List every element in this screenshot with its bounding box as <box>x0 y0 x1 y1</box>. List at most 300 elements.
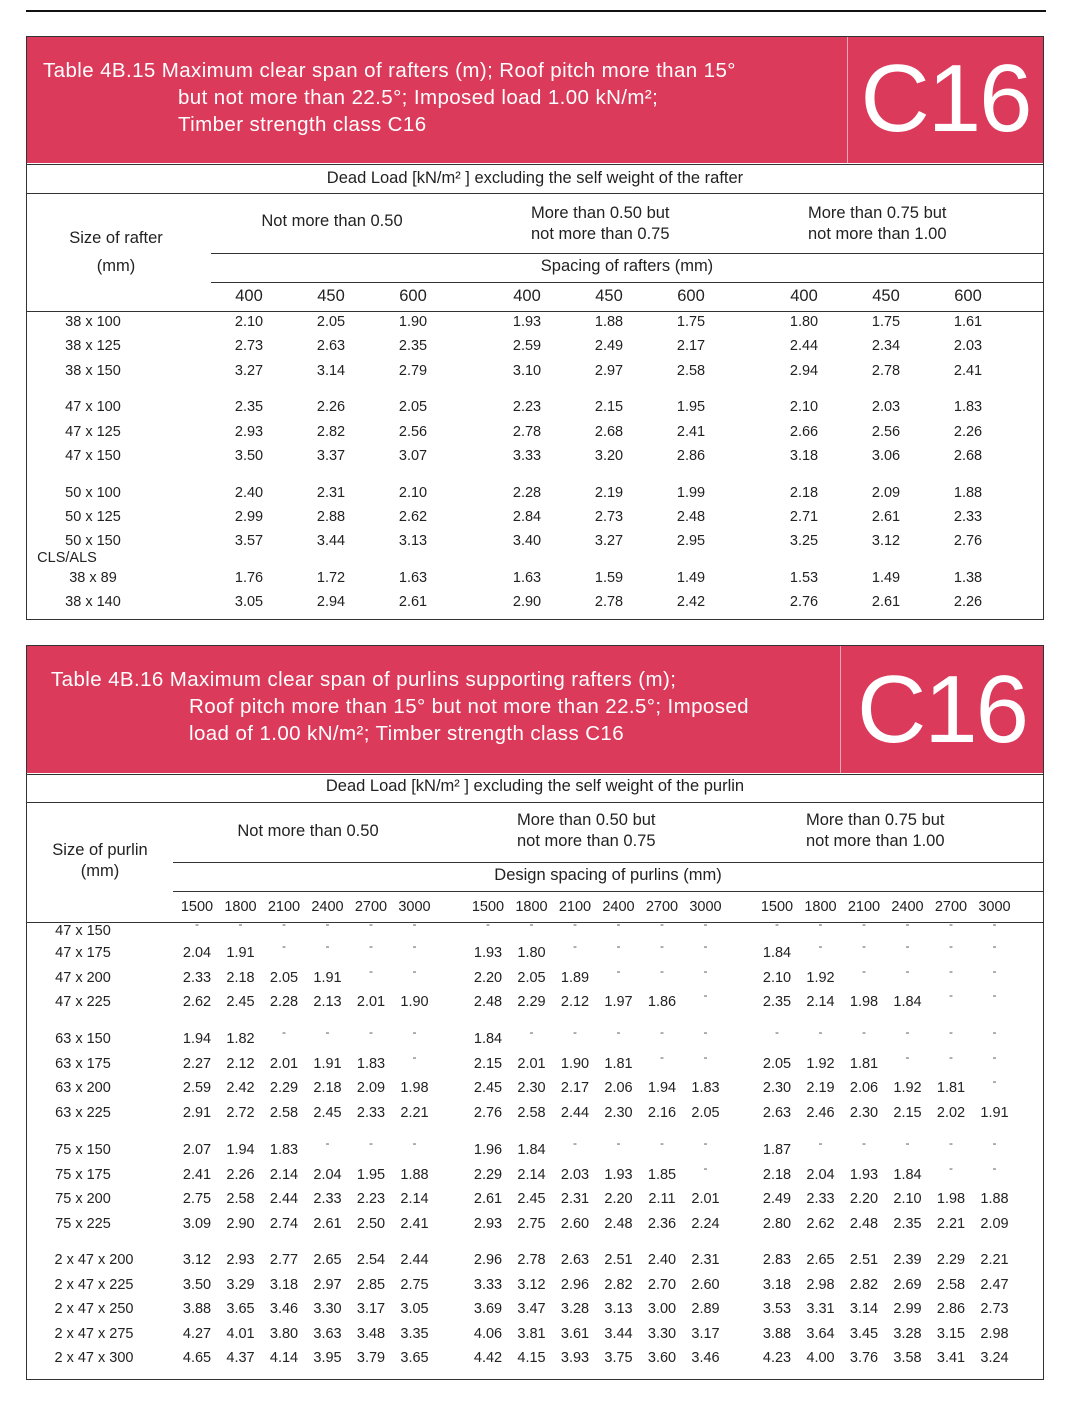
span-value-cell: 2.36 <box>647 1216 677 1232</box>
span-value-cell: 2.78 <box>512 424 542 440</box>
span-value-cell: 1.95 <box>356 1167 386 1183</box>
span-value-cell: - <box>703 964 708 978</box>
span-value-cell: - <box>775 917 779 931</box>
span-value-cell: 2.78 <box>517 1252 546 1268</box>
row-size-label: 38 x 100 <box>65 314 121 330</box>
span-value-cell: 2.61 <box>398 594 428 610</box>
span-value-cell: 1.92 <box>806 970 835 986</box>
span-value-cell: 1.98 <box>849 994 879 1010</box>
span-value-cell: 3.37 <box>316 448 346 464</box>
span-value-cell: 2.20 <box>473 970 503 986</box>
spacing-column-header: 2100 <box>267 899 301 915</box>
span-value-cell: 3.07 <box>398 448 428 464</box>
span-value-cell: 2.68 <box>953 448 983 464</box>
span-value-cell: 3.14 <box>849 1301 879 1317</box>
group-heading-3 <box>806 810 945 852</box>
span-value-cell: - <box>703 988 708 1002</box>
span-value-cell: 4.06 <box>473 1326 503 1342</box>
span-value-cell: 2.01 <box>517 1056 546 1072</box>
span-value-cell: 2.15 <box>893 1105 922 1121</box>
span-value-cell: 2.17 <box>560 1080 590 1096</box>
span-value-cell: 2.33 <box>356 1105 386 1121</box>
span-value-cell: 2.34 <box>871 338 901 354</box>
span-value-cell: 2.05 <box>269 970 299 986</box>
span-value-cell: - <box>992 988 997 1002</box>
spacing-column-header: 1800 <box>224 899 257 915</box>
span-value-cell: 2.58 <box>269 1105 299 1121</box>
span-value-cell: 3.05 <box>400 1301 429 1317</box>
span-value-cell: 2.31 <box>316 485 346 501</box>
span-value-cell: - <box>412 1025 417 1039</box>
span-value-cell: 2.14 <box>400 1191 429 1207</box>
span-value-cell: - <box>325 939 330 953</box>
spacing-column-header: 3000 <box>978 899 1011 915</box>
spacing-column-header: 2700 <box>934 899 968 915</box>
divider <box>27 774 1043 775</box>
span-value-cell: 1.53 <box>789 570 819 586</box>
span-value-cell: 2.10 <box>398 485 428 501</box>
span-value-cell: - <box>369 1136 373 1150</box>
span-value-cell: 2.73 <box>980 1301 1009 1317</box>
span-value-cell: 2.58 <box>676 363 706 379</box>
span-value-cell: - <box>949 1161 953 1175</box>
span-value-cell: 2.58 <box>226 1191 255 1207</box>
span-value-cell: 2.98 <box>980 1326 1009 1342</box>
span-value-cell: - <box>573 939 577 953</box>
span-value-cell: - <box>282 917 286 931</box>
span-value-cell: - <box>862 964 866 978</box>
group-heading-line: not more than 0.75 <box>517 832 656 850</box>
span-value-cell: 2.61 <box>871 594 901 610</box>
span-value-cell: 3.06 <box>871 448 901 464</box>
span-value-cell: 3.24 <box>980 1350 1009 1366</box>
span-value-cell: 2.09 <box>871 485 901 501</box>
span-value-cell: 2.68 <box>594 424 624 440</box>
span-value-cell: 2.15 <box>473 1056 503 1072</box>
row-size-label: 2 x 47 x 225 <box>54 1277 134 1293</box>
span-value-cell: 2.90 <box>226 1216 255 1232</box>
span-value-cell: - <box>573 1136 577 1150</box>
span-value-cell: 2.01 <box>356 994 386 1010</box>
span-value-cell: 3.64 <box>806 1326 835 1342</box>
span-value-cell: 4.00 <box>806 1350 835 1366</box>
row-size-label: 75 x 200 <box>55 1191 111 1207</box>
spacing-column-header: 400 <box>513 287 541 305</box>
group-heading-2 <box>531 203 670 245</box>
span-value-cell: 1.93 <box>849 1167 879 1183</box>
span-value-cell: 3.28 <box>893 1326 922 1342</box>
span-value-cell: 1.94 <box>226 1142 255 1158</box>
span-value-cell: - <box>992 964 997 978</box>
span-value-cell: 3.95 <box>313 1350 342 1366</box>
span-value-cell: 3.88 <box>762 1326 792 1342</box>
span-value-cell: 1.49 <box>871 570 901 586</box>
span-value-cell: 2.41 <box>400 1216 429 1232</box>
row-size-label: 47 x 225 <box>55 994 111 1010</box>
table-rafters <box>26 36 1044 620</box>
row-size-label: 2 x 47 x 300 <box>54 1350 134 1366</box>
span-value-cell: - <box>949 1025 953 1039</box>
span-value-cell: - <box>412 917 417 931</box>
span-value-cell: 2.48 <box>676 509 706 525</box>
span-value-cell: 3.44 <box>316 533 346 549</box>
group-heading-1: Not more than 0.50 <box>237 822 379 840</box>
span-value-cell: 1.91 <box>980 1105 1009 1121</box>
span-value-cell: 1.80 <box>517 945 546 961</box>
span-value-cell: 2.28 <box>269 994 299 1010</box>
span-value-cell: 2.44 <box>789 338 819 354</box>
span-value-cell: 3.50 <box>182 1277 212 1293</box>
span-value-cell: 1.96 <box>473 1142 503 1158</box>
spacing-column-header: 3000 <box>689 899 722 915</box>
span-value-cell: 2.12 <box>560 994 590 1010</box>
span-value-cell: 2.07 <box>182 1142 212 1158</box>
row-size-label: 50 x 150 <box>65 533 121 549</box>
spacing-column-header: 600 <box>954 287 982 305</box>
span-value-cell: 2.60 <box>691 1277 720 1293</box>
span-value-cell: 2.41 <box>182 1167 212 1183</box>
span-value-cell: 1.84 <box>893 1167 922 1183</box>
spacing-column-header: 1800 <box>515 899 548 915</box>
span-value-cell: 3.33 <box>512 448 542 464</box>
span-value-cell: 2.49 <box>762 1191 792 1207</box>
span-value-cell: 2.44 <box>400 1252 429 1268</box>
span-value-cell: - <box>992 1050 997 1064</box>
span-value-cell: 2.42 <box>676 594 706 610</box>
span-value-cell: 2.12 <box>226 1056 255 1072</box>
span-value-cell: 2.45 <box>226 994 255 1010</box>
span-value-cell: 2.59 <box>182 1080 212 1096</box>
span-value-cell: 2.49 <box>594 338 624 354</box>
divider <box>27 922 1043 923</box>
span-value-cell: 2.96 <box>473 1252 503 1268</box>
group-heading-line: not more than 1.00 <box>808 225 947 243</box>
span-value-cell: - <box>905 939 910 953</box>
span-value-cell: - <box>862 939 866 953</box>
caption-line: Table 4B.15 Maximum clear span of rafters (m); Roof pitch more than 15° <box>43 59 736 82</box>
span-value-cell: 2.18 <box>789 485 819 501</box>
spacing-column-header: 2100 <box>558 899 592 915</box>
span-value-cell: 2.97 <box>594 363 624 379</box>
span-value-cell: 2.94 <box>316 594 346 610</box>
span-value-cell: 1.85 <box>647 1167 677 1183</box>
span-value-cell: 2.20 <box>849 1191 879 1207</box>
spacing-column-header: 1800 <box>804 899 837 915</box>
span-value-cell: 2.82 <box>604 1277 633 1293</box>
span-value-cell: 1.87 <box>762 1142 792 1158</box>
span-value-cell: - <box>905 964 910 978</box>
spacing-column-header: 2400 <box>602 899 635 915</box>
caption-line: Roof pitch more than 15° but not more than 22.5°; Imposed <box>189 695 749 718</box>
span-value-cell: - <box>992 1074 997 1088</box>
group-heading-2 <box>517 810 656 852</box>
span-value-cell: 3.17 <box>356 1301 386 1317</box>
table-header-banner <box>27 646 1043 773</box>
span-value-cell: 2.94 <box>789 363 819 379</box>
span-value-cell: - <box>325 1025 330 1039</box>
span-value-cell: 2.35 <box>234 399 264 415</box>
span-value-cell: 2.70 <box>647 1277 677 1293</box>
span-value-cell: 3.80 <box>269 1326 299 1342</box>
span-value-cell: 1.90 <box>400 994 429 1010</box>
span-value-cell: 2.65 <box>313 1252 342 1268</box>
span-value-cell: 2.17 <box>676 338 706 354</box>
span-value-cell: 2.60 <box>560 1216 590 1232</box>
span-value-cell: 2.30 <box>762 1080 792 1096</box>
divider <box>211 253 1043 254</box>
divider <box>27 802 1043 803</box>
span-value-cell: - <box>195 917 199 931</box>
span-value-cell: 1.63 <box>398 570 428 586</box>
span-value-cell: 2.93 <box>226 1252 255 1268</box>
caption-line: Table 4B.16 Maximum clear span of purlins supporting rafters (m); <box>51 668 677 691</box>
span-value-cell: 2.78 <box>594 594 624 610</box>
divider <box>173 891 1043 892</box>
span-value-cell: 3.18 <box>762 1277 792 1293</box>
span-value-cell: 3.12 <box>517 1277 546 1293</box>
span-value-cell: 3.65 <box>400 1350 429 1366</box>
span-value-cell: 2.10 <box>789 399 819 415</box>
row-size-label: 38 x 140 <box>65 594 121 610</box>
span-value-cell: 3.30 <box>647 1326 677 1342</box>
strength-class-badge: C16 <box>860 45 1031 152</box>
span-value-cell: - <box>818 917 823 931</box>
span-value-cell: 2.62 <box>806 1216 835 1232</box>
caption-line: Timber strength class C16 <box>178 113 427 136</box>
span-value-cell: 2.56 <box>871 424 901 440</box>
span-value-cell: 1.72 <box>316 570 346 586</box>
span-value-cell: 3.30 <box>313 1301 342 1317</box>
span-value-cell: 2.05 <box>517 970 546 986</box>
span-value-cell: 3.93 <box>560 1350 590 1366</box>
group-heading-3 <box>808 203 947 245</box>
span-value-cell: 2.26 <box>316 399 346 415</box>
span-value-cell: 3.13 <box>604 1301 633 1317</box>
span-value-cell: 1.75 <box>871 314 901 330</box>
span-value-cell: 2.75 <box>400 1277 429 1293</box>
span-value-cell: 2.91 <box>182 1105 212 1121</box>
span-value-cell: 2.72 <box>226 1105 255 1121</box>
size-column-label: Size of purlin <box>52 841 148 859</box>
span-value-cell: 2.96 <box>560 1277 590 1293</box>
strength-class-badge: C16 <box>856 656 1028 763</box>
span-value-cell: 2.74 <box>269 1216 299 1232</box>
span-value-cell: 4.65 <box>182 1350 212 1366</box>
span-value-cell: 3.61 <box>560 1326 590 1342</box>
span-value-cell: 2.02 <box>936 1105 966 1121</box>
span-value-cell: 4.42 <box>473 1350 503 1366</box>
span-value-cell: 2.56 <box>398 424 428 440</box>
spacing-column-header: 2700 <box>354 899 388 915</box>
divider <box>27 193 1043 194</box>
span-value-cell: 2.63 <box>560 1252 590 1268</box>
span-value-cell: 3.18 <box>269 1277 299 1293</box>
spacing-column-header: 3000 <box>398 899 431 915</box>
row-size-label: 50 x 125 <box>65 509 121 525</box>
span-value-cell: 3.44 <box>604 1326 633 1342</box>
size-column-unit: (mm) <box>96 257 136 275</box>
table-caption <box>51 666 749 747</box>
span-value-cell: - <box>660 1050 664 1064</box>
span-value-cell: - <box>282 939 286 953</box>
span-value-cell: - <box>992 939 997 953</box>
span-value-cell: 2.30 <box>849 1105 879 1121</box>
span-value-cell: 2.35 <box>893 1216 922 1232</box>
span-value-cell: 3.60 <box>647 1350 677 1366</box>
span-value-cell: 2.05 <box>398 399 428 415</box>
span-value-cell: 1.89 <box>560 970 590 986</box>
span-value-cell: 3.05 <box>234 594 264 610</box>
span-value-cell: 3.25 <box>789 533 819 549</box>
spacing-column-header: 450 <box>317 287 345 305</box>
span-value-cell: 2.44 <box>560 1105 590 1121</box>
span-value-cell: 3.13 <box>398 533 428 549</box>
span-value-cell: - <box>660 1136 664 1150</box>
span-value-cell: 2.03 <box>560 1167 590 1183</box>
span-value-cell: - <box>703 1025 708 1039</box>
span-value-cell: 1.76 <box>234 570 264 586</box>
span-value-cell: - <box>703 1050 708 1064</box>
span-value-cell: - <box>703 1136 708 1150</box>
span-value-cell: 1.88 <box>953 485 983 501</box>
span-value-cell: 2.78 <box>871 363 901 379</box>
span-value-cell: 2.24 <box>691 1216 720 1232</box>
size-column-label: Size of rafter <box>69 229 163 247</box>
span-value-cell: 2.62 <box>182 994 212 1010</box>
span-value-cell: 1.80 <box>789 314 819 330</box>
row-size-label: 47 x 150 <box>55 923 111 939</box>
group-heading-line: More than 0.75 but <box>806 811 945 829</box>
span-value-cell: 3.81 <box>517 1326 546 1342</box>
span-value-cell: 2.33 <box>313 1191 342 1207</box>
span-value-cell: - <box>905 1136 910 1150</box>
span-value-cell: 3.40 <box>512 533 542 549</box>
span-value-cell: - <box>818 1025 823 1039</box>
span-value-cell: 4.01 <box>226 1326 255 1342</box>
span-value-cell: 1.92 <box>893 1080 922 1096</box>
span-value-cell: 3.31 <box>806 1301 835 1317</box>
span-value-cell: - <box>949 964 953 978</box>
row-size-label: 38 x 89 <box>69 570 117 586</box>
span-value-cell: 3.35 <box>400 1326 429 1342</box>
span-value-cell: 2.23 <box>512 399 542 415</box>
span-value-cell: 1.83 <box>269 1142 299 1158</box>
span-value-cell: 2.21 <box>980 1252 1009 1268</box>
span-value-cell: - <box>992 1161 997 1175</box>
span-value-cell: 3.79 <box>356 1350 386 1366</box>
span-value-cell: 2.75 <box>517 1216 546 1232</box>
span-value-cell: 2.48 <box>473 994 503 1010</box>
span-value-cell: 2.61 <box>473 1191 503 1207</box>
span-value-cell: - <box>905 917 910 931</box>
span-value-cell: 2.03 <box>871 399 901 415</box>
span-value-cell: 2.16 <box>647 1105 677 1121</box>
span-value-cell: 2.18 <box>226 970 255 986</box>
span-value-cell: 2.15 <box>594 399 624 415</box>
span-value-cell: 2.05 <box>316 314 346 330</box>
span-value-cell: 4.37 <box>226 1350 255 1366</box>
span-value-cell: - <box>862 917 866 931</box>
span-value-cell: 1.75 <box>676 314 706 330</box>
span-value-cell: - <box>949 917 953 931</box>
span-value-cell: 2.04 <box>182 945 212 961</box>
dead-load-heading: Dead Load [kN/m² ] excluding the self weight of the purlin <box>325 777 745 795</box>
span-value-cell: 2.61 <box>313 1216 342 1232</box>
span-value-cell: 2.51 <box>604 1252 633 1268</box>
spacing-column-header: 600 <box>399 287 427 305</box>
span-value-cell: - <box>818 1136 823 1150</box>
span-value-cell: - <box>905 1025 910 1039</box>
span-value-cell: 1.90 <box>398 314 428 330</box>
span-value-cell: - <box>660 939 664 953</box>
span-value-cell: 1.88 <box>980 1191 1009 1207</box>
span-value-cell: 2.01 <box>269 1056 299 1072</box>
span-value-cell: 2.10 <box>234 314 264 330</box>
span-value-cell: 1.94 <box>182 1031 212 1047</box>
span-value-cell: 2.73 <box>234 338 264 354</box>
row-size-label: 63 x 200 <box>55 1080 111 1096</box>
span-value-cell: 4.23 <box>762 1350 792 1366</box>
span-value-cell: - <box>905 1050 910 1064</box>
span-value-cell: 3.17 <box>691 1326 720 1342</box>
span-value-cell: 2.26 <box>953 424 983 440</box>
span-value-cell: - <box>412 939 417 953</box>
row-size-label: 50 x 100 <box>65 485 121 501</box>
spacing-column-header: 400 <box>790 287 818 305</box>
span-value-cell: 2.88 <box>316 509 346 525</box>
span-value-cell: 3.27 <box>234 363 264 379</box>
span-value-cell: 2.71 <box>789 509 819 525</box>
span-value-cell: 3.45 <box>849 1326 879 1342</box>
span-value-cell: 2.10 <box>893 1191 922 1207</box>
span-value-cell: 1.99 <box>676 485 706 501</box>
span-value-cell: 2.47 <box>980 1277 1009 1293</box>
row-size-label: 47 x 150 <box>65 448 121 464</box>
span-value-cell: 1.84 <box>473 1031 503 1047</box>
span-value-cell: 2.20 <box>604 1191 633 1207</box>
span-value-cell: 1.83 <box>953 399 983 415</box>
span-value-cell: 1.98 <box>936 1191 966 1207</box>
span-value-cell: 2.50 <box>356 1216 386 1232</box>
span-value-cell: 2.30 <box>604 1105 633 1121</box>
span-value-cell: - <box>992 917 997 931</box>
spacing-column-header: 2400 <box>891 899 924 915</box>
span-value-cell: - <box>325 917 330 931</box>
span-value-cell: 1.94 <box>647 1080 677 1096</box>
group-heading-1: Not more than 0.50 <box>261 212 403 230</box>
group-heading-line: not more than 1.00 <box>806 832 945 850</box>
span-value-cell: 3.41 <box>936 1350 966 1366</box>
span-value-cell: 2.33 <box>953 509 983 525</box>
table-purlins <box>26 645 1044 1380</box>
span-value-cell: 2.48 <box>849 1216 879 1232</box>
span-value-cell: 1.91 <box>313 970 342 986</box>
span-value-cell: 2.03 <box>953 338 983 354</box>
span-value-cell: 1.61 <box>953 314 983 330</box>
span-value-cell: 1.63 <box>512 570 542 586</box>
span-value-cell: 2.83 <box>762 1252 792 1268</box>
span-value-cell: - <box>949 939 953 953</box>
span-value-cell: 2.54 <box>356 1252 386 1268</box>
spacing-heading: Spacing of rafters (mm) <box>540 257 714 275</box>
span-value-cell: 2.59 <box>512 338 542 354</box>
span-value-cell: - <box>660 1025 664 1039</box>
span-value-cell: 2.58 <box>936 1277 966 1293</box>
span-value-cell: 2.04 <box>806 1167 835 1183</box>
span-value-cell: - <box>616 964 621 978</box>
span-value-cell: 2.10 <box>762 970 792 986</box>
span-value-cell: 1.90 <box>560 1056 590 1072</box>
